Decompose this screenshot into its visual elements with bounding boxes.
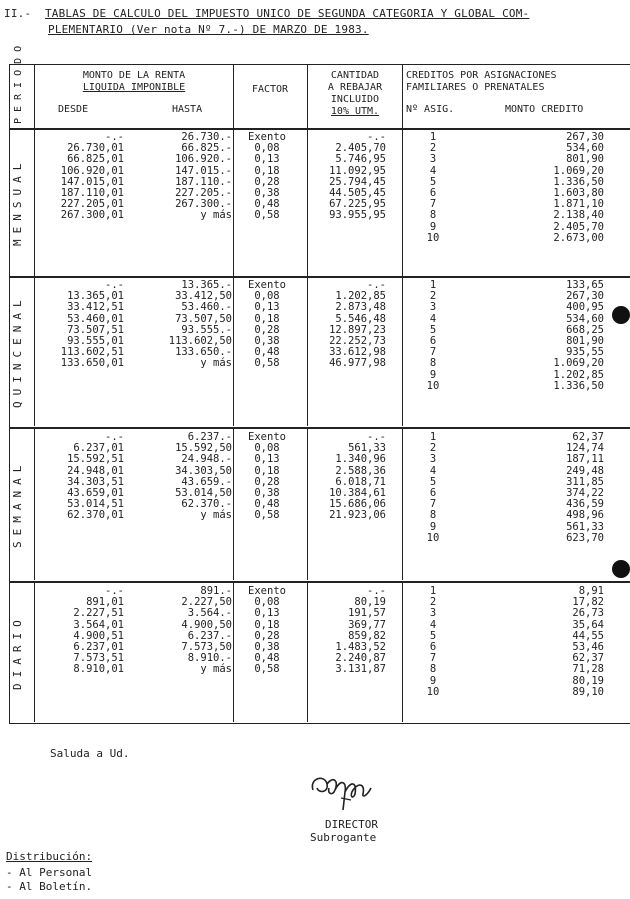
distribution-item: - Al Personal (6, 866, 93, 879)
title-line-1: TABLAS DE CALCULO DEL IMPUESTO UNICO DE SEGUNDA CATEGORIA Y GLOBAL COM- (44, 7, 530, 20)
cell-asig: 3 (429, 153, 437, 166)
cell-factor: 0,28 (254, 629, 280, 642)
cell-factor: 0,28 (254, 175, 280, 188)
cell-rebajar: 2.240,87 (335, 652, 386, 665)
cell-rebajar: 15.686,06 (329, 498, 386, 511)
cell-credito: 498,96 (566, 509, 604, 522)
cell-rebajar: 2.405,70 (335, 142, 386, 155)
cell-credito: 187,11 (566, 453, 604, 466)
cell-rebajar: 561,33 (348, 442, 386, 455)
cell-hasta: y más (200, 357, 232, 370)
cell-factor: 0,18 (254, 312, 280, 325)
cell-factor: 0,58 (254, 357, 280, 370)
cell-desde: 6.237,01 (73, 442, 124, 455)
cell-hasta: 133.650.- (175, 346, 232, 359)
cell-credito: 35,64 (572, 618, 604, 631)
cell-rebajar: 3.131,87 (335, 663, 386, 676)
cell-desde: 93.555,01 (67, 335, 124, 347)
cell-rebajar: 21.923,06 (329, 509, 386, 522)
cell-credito: 374,22 (566, 487, 604, 499)
cell-asig: 2 (429, 142, 437, 155)
cell-hasta: 227.205.- (175, 187, 232, 199)
cell-factor: 0,38 (254, 335, 280, 347)
cell-desde: 133.650,01 (60, 357, 124, 370)
cell-credito: 26,73 (572, 607, 604, 620)
cell-desde: 6.237,01 (73, 641, 124, 653)
cell-asig: 5 (429, 629, 437, 642)
cell-asig: 1 (429, 131, 437, 143)
cell-hasta: 106.920.- (175, 153, 232, 166)
cell-asig: 8 (429, 509, 437, 522)
cell-rebajar: 859,82 (348, 629, 386, 642)
periodo-header: PERIODO (13, 39, 24, 124)
cell-desde: 43.659,01 (67, 487, 124, 499)
cell-asig: 4 (429, 464, 437, 477)
cell-credito: 133,65 (566, 279, 604, 291)
cell-credito: 311,85 (566, 475, 604, 488)
cell-credito: 267,30 (566, 290, 604, 303)
cell-factor: 0,18 (254, 464, 280, 477)
distribution-item: - Al Boletín. (6, 880, 93, 893)
cell-asig: 6 (429, 187, 437, 199)
cell-credito: 1.069,20 (553, 164, 604, 177)
cell-hasta: 24.948.- (181, 453, 232, 466)
cell-desde: 34.303,51 (67, 475, 124, 488)
cell-hasta: y más (200, 509, 232, 522)
cell-asig: 5 (429, 475, 437, 488)
cell-hasta: 53.014,50 (175, 487, 232, 499)
cell-desde: 66.825,01 (67, 153, 124, 166)
cell-hasta: 33.412,50 (175, 290, 232, 303)
desde-header: DESDE (58, 104, 89, 115)
cell-desde: 187.110,01 (60, 187, 124, 199)
cell-hasta: 13.365.- (181, 279, 232, 291)
punch-hole (612, 306, 630, 324)
asig-header: Nº ASIG. (406, 104, 455, 115)
cell-factor: 0,58 (254, 209, 280, 222)
cell-asig: 1 (429, 431, 437, 443)
cell-hasta: 891.- (200, 585, 232, 597)
cell-asig: 2 (429, 442, 437, 455)
cell-asig: 6 (429, 335, 437, 347)
cell-hasta: 43.659.- (181, 475, 232, 488)
cell-desde: 3.564,01 (73, 618, 124, 631)
cell-hasta: 187.110.- (175, 175, 232, 188)
cell-hasta: 34.303,50 (175, 464, 232, 477)
cell-factor: 0,48 (254, 198, 280, 211)
cell-asig: 10 (426, 531, 440, 544)
cell-asig: 6 (429, 641, 437, 653)
cell-rebajar: 44.505,45 (329, 187, 386, 199)
cell-desde: 24.948,01 (67, 464, 124, 477)
cell-factor: 0,58 (254, 509, 280, 522)
cell-asig: 9 (429, 220, 437, 233)
cell-desde: 53.014,51 (67, 498, 124, 511)
cell-credito: 623,70 (566, 531, 604, 544)
cell-rebajar: -.- (367, 279, 386, 291)
cell-credito: 2.405,70 (553, 220, 604, 233)
cell-credito: 80,19 (572, 674, 604, 687)
cell-desde: -.- (105, 431, 124, 443)
cell-hasta: 93.555.- (181, 323, 232, 336)
hasta-header: HASTA (172, 104, 203, 115)
cell-rebajar: 1.340,96 (335, 453, 386, 466)
cell-factor: 0,18 (254, 618, 280, 631)
cell-desde: 33.412,51 (67, 301, 124, 314)
cell-credito: 89,10 (572, 685, 604, 698)
cell-hasta: y más (200, 209, 232, 222)
cell-rebajar: 93.955,95 (329, 209, 386, 222)
cell-asig: 8 (429, 663, 437, 676)
cell-asig: 6 (429, 487, 437, 499)
creditos-header-1: CREDITOS POR ASIGNACIONES (406, 70, 557, 81)
cell-rebajar: 46.977,98 (329, 357, 386, 370)
cell-credito: 801,90 (566, 153, 604, 166)
cell-factor: Exento (248, 131, 286, 143)
cell-rebajar: 25.794,45 (329, 175, 386, 188)
cell-hasta: 6.237.- (187, 629, 232, 642)
cell-asig: 9 (429, 520, 437, 533)
cell-credito: 668,25 (566, 323, 604, 336)
signer-title: DIRECTOR (325, 818, 378, 831)
cell-rebajar: 22.252,73 (329, 335, 386, 347)
cell-asig: 7 (429, 652, 437, 665)
cell-rebajar: 1.483,52 (335, 641, 386, 653)
cell-asig: 4 (429, 312, 437, 325)
period-label: QUINCENAL (11, 294, 24, 408)
cell-asig: 9 (429, 368, 437, 381)
monto-header-2: LIQUIDA IMPONIBLE (82, 82, 186, 93)
cell-asig: 10 (426, 231, 440, 244)
cell-rebajar: 67.225,95 (329, 198, 386, 211)
cell-credito: 267,30 (566, 131, 604, 143)
cell-credito: 534,60 (566, 312, 604, 325)
cell-desde: 106.920,01 (60, 164, 124, 177)
cell-asig: 4 (429, 164, 437, 177)
cell-desde: 13.365,01 (67, 290, 124, 303)
monto-credito-header: MONTO CREDITO (505, 104, 584, 115)
cantidad-header-1: CANTIDAD (330, 70, 380, 81)
cell-rebajar: 2.588,36 (335, 464, 386, 477)
cell-asig: 3 (429, 301, 437, 314)
cell-hasta: 4.900,50 (181, 618, 232, 631)
cell-factor: 0,13 (254, 453, 280, 466)
section-number: II.- (4, 7, 32, 20)
cell-desde: 73.507,51 (67, 323, 124, 336)
cell-asig: 4 (429, 618, 437, 631)
cell-rebajar: 2.873,48 (335, 301, 386, 314)
period-label: MENSUAL (11, 157, 24, 247)
cell-credito: 53,46 (572, 641, 604, 653)
cell-desde: -.- (105, 279, 124, 291)
cell-hasta: 8.910.- (187, 652, 232, 665)
cell-asig: 2 (429, 290, 437, 303)
cell-desde: 62.370,01 (67, 509, 124, 522)
cell-desde: 891,01 (86, 596, 124, 609)
cell-factor: Exento (248, 279, 286, 291)
cell-hasta: 147.015.- (175, 164, 232, 177)
signature (305, 770, 385, 818)
cell-credito: 44,55 (572, 629, 604, 642)
cell-credito: 2.138,40 (553, 209, 604, 222)
cell-asig: 1 (429, 585, 437, 597)
cell-factor: 0,28 (254, 323, 280, 336)
cell-credito: 62,37 (572, 652, 604, 665)
cell-hasta: 62.370.- (181, 498, 232, 511)
cell-credito: 801,90 (566, 335, 604, 347)
cell-asig: 5 (429, 323, 437, 336)
cell-asig: 7 (429, 346, 437, 359)
cell-credito: 534,60 (566, 142, 604, 155)
distribution-label: Distribución: (6, 850, 93, 863)
punch-hole (612, 560, 630, 578)
document-title (4, 6, 529, 38)
cell-credito: 1.069,20 (553, 357, 604, 370)
cell-factor: 0,08 (254, 290, 280, 303)
cell-factor: 0,48 (254, 498, 280, 511)
cell-credito: 561,33 (566, 520, 604, 533)
cell-credito: 1.336,50 (553, 175, 604, 188)
cell-hasta: 15.592,50 (175, 442, 232, 455)
cell-factor: 0,18 (254, 164, 280, 177)
monto-header-1: MONTO DE LA RENTA (82, 70, 186, 81)
cell-credito: 17,82 (572, 596, 604, 609)
cell-asig: 1 (429, 279, 437, 291)
cell-rebajar: 5.746,95 (335, 153, 386, 166)
cell-hasta: 2.227,50 (181, 596, 232, 609)
cell-hasta: 267.300.- (175, 198, 232, 211)
cell-factor: 0,13 (254, 301, 280, 314)
cell-rebajar: 33.612,98 (329, 346, 386, 359)
cell-factor: 0,08 (254, 442, 280, 455)
cell-desde: 147.015,01 (60, 175, 124, 188)
cell-factor: 0,48 (254, 346, 280, 359)
cell-hasta: y más (200, 663, 232, 676)
cell-hasta: 66.825.- (181, 142, 232, 155)
cell-asig: 9 (429, 674, 437, 687)
cell-rebajar: -.- (367, 131, 386, 143)
signer-subtitle: Subrogante (310, 831, 377, 844)
cell-factor: 0,08 (254, 596, 280, 609)
cell-credito: 1.336,50 (553, 379, 604, 392)
cell-factor: 0,38 (254, 187, 280, 199)
cell-factor: 0,13 (254, 153, 280, 166)
cell-hasta: 7.573,50 (181, 641, 232, 653)
cell-factor: 0,08 (254, 142, 280, 155)
cell-credito: 124,74 (566, 442, 604, 455)
cell-asig: 10 (426, 379, 440, 392)
period-label: DIARIO (11, 614, 24, 690)
cell-hasta: 53.460.- (181, 301, 232, 314)
cell-desde: 8.910,01 (73, 663, 124, 676)
creditos-header-2: FAMILIARES O PRENATALES (406, 82, 545, 93)
cell-hasta: 6.237.- (187, 431, 232, 443)
salutation: Saluda a Ud. (50, 747, 130, 760)
cell-desde: 2.227,51 (73, 607, 124, 620)
cell-desde: -.- (105, 585, 124, 597)
cell-desde: 4.900,51 (73, 629, 124, 642)
cell-hasta: 73.507,50 (175, 312, 232, 325)
cell-credito: 1.871,10 (553, 198, 604, 211)
cell-asig: 10 (426, 685, 440, 698)
cell-factor: 0,13 (254, 607, 280, 620)
cell-asig: 5 (429, 175, 437, 188)
cell-desde: 7.573,51 (73, 652, 124, 665)
cell-credito: 1.202,85 (553, 368, 604, 381)
cell-rebajar: 1.202,85 (335, 290, 386, 303)
cell-rebajar: 6.018,71 (335, 475, 386, 488)
cell-rebajar: 191,57 (348, 607, 386, 620)
cell-asig: 7 (429, 198, 437, 211)
factor-header: FACTOR (251, 84, 289, 95)
cell-factor: 0,38 (254, 487, 280, 499)
cell-factor: 0,28 (254, 475, 280, 488)
cell-desde: 26.730,01 (67, 142, 124, 155)
cell-credito: 436,59 (566, 498, 604, 511)
cell-factor: Exento (248, 431, 286, 443)
cell-rebajar: 11.092,95 (329, 164, 386, 177)
cell-credito: 62,37 (572, 431, 604, 443)
cell-rebajar: -.- (367, 585, 386, 597)
cell-credito: 8,91 (578, 585, 604, 597)
period-label: SEMANAL (11, 459, 24, 549)
cell-rebajar: 10.384,61 (329, 487, 386, 499)
cell-desde: 15.592,51 (67, 453, 124, 466)
cell-rebajar: 5.546,48 (335, 312, 386, 325)
cantidad-header-3: INCLUIDO (330, 94, 380, 105)
cell-credito: 935,55 (566, 346, 604, 359)
cell-desde: 113.602,51 (60, 346, 124, 359)
cell-hasta: 3.564.- (187, 607, 232, 620)
cell-desde: 267.300,01 (60, 209, 124, 222)
title-line-2: PLEMENTARIO (Ver nota Nº 7.-) DE MARZO DE 1983. (48, 23, 369, 36)
cell-rebajar: 369,77 (348, 618, 386, 631)
cantidad-header-2: A REBAJAR (327, 82, 383, 93)
cell-desde: 53.460,01 (67, 312, 124, 325)
cell-credito: 400,95 (566, 301, 604, 314)
cell-factor: 0,48 (254, 652, 280, 665)
cell-asig: 3 (429, 453, 437, 466)
cell-credito: 1.603,80 (553, 187, 604, 199)
cell-credito: 2.673,00 (553, 231, 604, 244)
cell-asig: 7 (429, 498, 437, 511)
cell-credito: 249,48 (566, 464, 604, 477)
cell-factor: Exento (248, 585, 286, 597)
cell-asig: 8 (429, 209, 437, 222)
cell-factor: 0,58 (254, 663, 280, 676)
cell-rebajar: 80,19 (354, 596, 386, 609)
cell-credito: 71,28 (572, 663, 604, 676)
cell-desde: 227.205,01 (60, 198, 124, 211)
cell-asig: 8 (429, 357, 437, 370)
cell-hasta: 26.730.- (181, 131, 232, 143)
cell-rebajar: -.- (367, 431, 386, 443)
cell-hasta: 113.602,50 (168, 335, 232, 347)
cell-desde: -.- (105, 131, 124, 143)
cell-rebajar: 12.897,23 (329, 323, 386, 336)
cell-asig: 2 (429, 596, 437, 609)
cell-asig: 3 (429, 607, 437, 620)
cell-factor: 0,38 (254, 641, 280, 653)
cantidad-header-4: 10% UTM. (330, 106, 380, 117)
